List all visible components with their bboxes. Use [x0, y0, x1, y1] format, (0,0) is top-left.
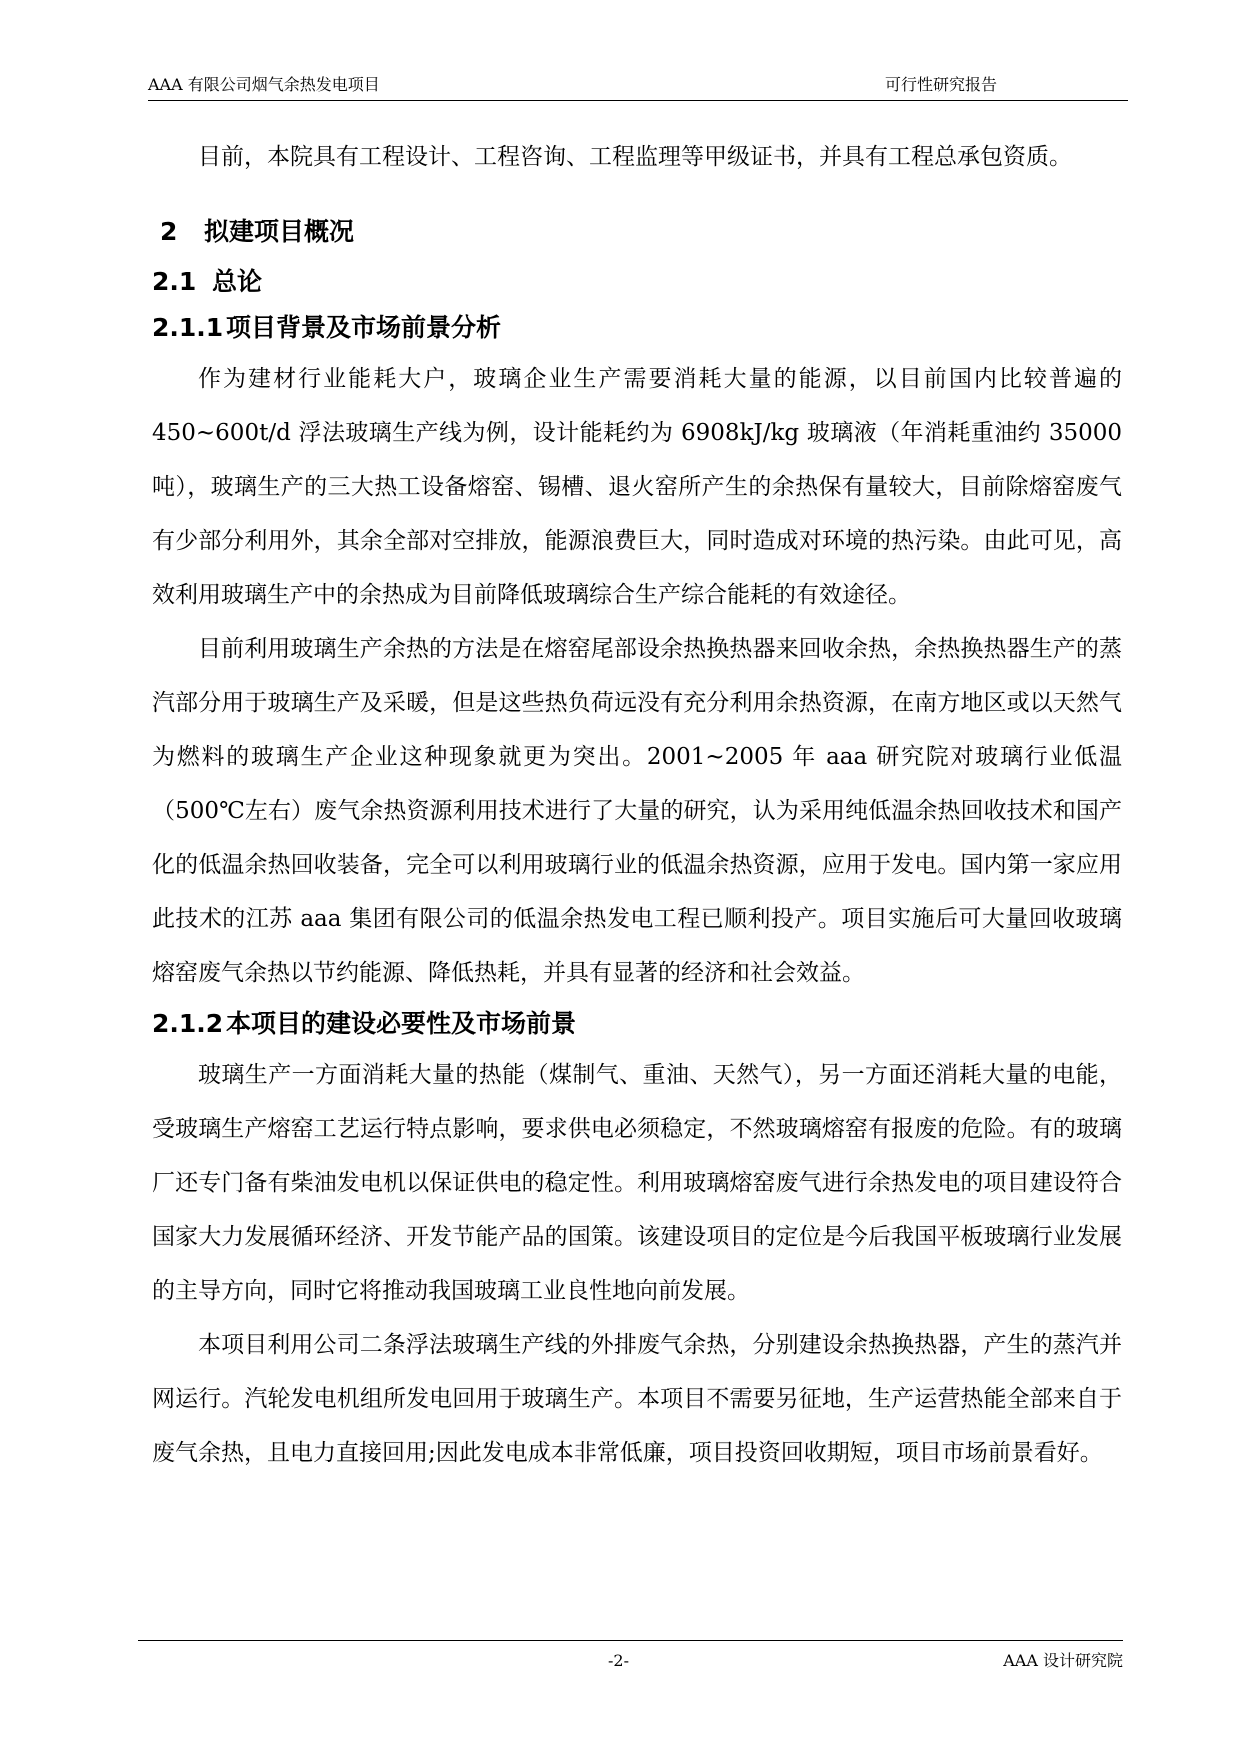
section-title: 项目背景及市场前景分析 — [226, 313, 502, 342]
body-paragraph: 玻璃生产一方面消耗大量的热能（煤制气、重油、天然气），另一方面还消耗大量的电能，受玻璃生产熔窑工艺运行特点影响，要求供电必须稳定，不然玻璃熔窑有报废的危险。有的玻璃厂还专门备有柴油发电机以保证供电的稳定性。利用玻璃熔窑废气进行余热发电的项目建设符合国家大力发展循环经济、开发节能产品的国策。该建设项目的定位是今后我国平板玻璃行业发展的主导方向，同时它将推动我国玻璃工业良性地向前发展。 — [152, 1062, 1122, 1304]
body-paragraph: 本项目利用公司二条浮法玻璃生产线的外排废气余热，分别建设余热换热器，产生的蒸汽并网运行。汽轮发电机组所发电回用于玻璃生产。本项目不需要另征地，生产运营热能全部来自于废气余热，且电力直接回用;因此发电成本非常低廉，项目投资回收期短，项目市场前景看好。 — [152, 1332, 1122, 1466]
section-title: 总论 — [212, 267, 263, 296]
section-number: 2 — [160, 217, 178, 246]
page-header — [148, 72, 1128, 98]
document-body — [152, 130, 1122, 1480]
section-title: 拟建项目概况 — [204, 217, 355, 246]
section-2-1-heading — [152, 262, 1122, 302]
body-paragraph: 作为建材行业能耗大户，玻璃企业生产需要消耗大量的能源，以目前国内比较普遍的 450~600t/d 浮法玻璃生产线为例，设计能耗约为 6908kJ/kg 玻璃液（年消耗重油约 35000 吨），玻璃生产的三大热工设备熔窑、锡槽、退火窑所产生的余热保有量较大，目前除熔窑废气有少部分利用外，其余全部对空排放，能源浪费巨大，同时造成对环境的热污染。由此可见，高效利用玻璃生产中的余热成为目前降低玻璃综合生产综合能耗的有效途径。 — [152, 366, 1122, 608]
section-number: 2.1.2 — [152, 1009, 224, 1038]
body-paragraph: 目前利用玻璃生产余热的方法是在熔窑尾部设余热换热器来回收余热，余热换热器生产的蒸汽部分用于玻璃生产及采暖，但是这些热负荷远没有充分利用余热资源，在南方地区或以天然气为燃料的玻璃生产企业这种现象就更为突出。2001~2005 年 aaa 研究院对玻璃行业低温（500℃左右）废气余热资源利用技术进行了大量的研究，认为采用纯低温余热回收技术和国产化的低温余热回收装备，完全可以利用玻璃行业的低温余热资源，应用于发电。国内第一家应用此技术的江苏 aaa 集团有限公司的低温余热发电工程已顺利投产。项目实施后可大量回收玻璃熔窑废气余热以节约能源、降低热耗，并具有显著的经济和社会效益。 — [152, 636, 1122, 986]
footer-rule — [138, 1640, 1123, 1641]
section-title: 本项目的建设必要性及市场前景 — [226, 1009, 577, 1038]
header-rule — [148, 100, 1128, 101]
header-project-title: AAA 有限公司烟气余热发电项目 — [148, 75, 380, 94]
header-report-type: 可行性研究报告 — [885, 75, 998, 94]
page-number: -2- — [608, 1651, 629, 1670]
footer-organization: AAA 设计研究院 — [1003, 1651, 1123, 1670]
section-number: 2.1.1 — [152, 313, 224, 342]
intro-paragraph: 目前，本院具有工程设计、工程咨询、工程监理等甲级证书，并具有工程总承包资质。 — [198, 144, 1072, 170]
page-footer — [138, 1648, 1123, 1674]
section-2-heading — [160, 212, 1122, 252]
section-2-1-1-heading — [152, 308, 1122, 348]
section-number: 2.1 — [152, 267, 197, 296]
section-2-1-2-heading — [152, 1004, 1122, 1044]
